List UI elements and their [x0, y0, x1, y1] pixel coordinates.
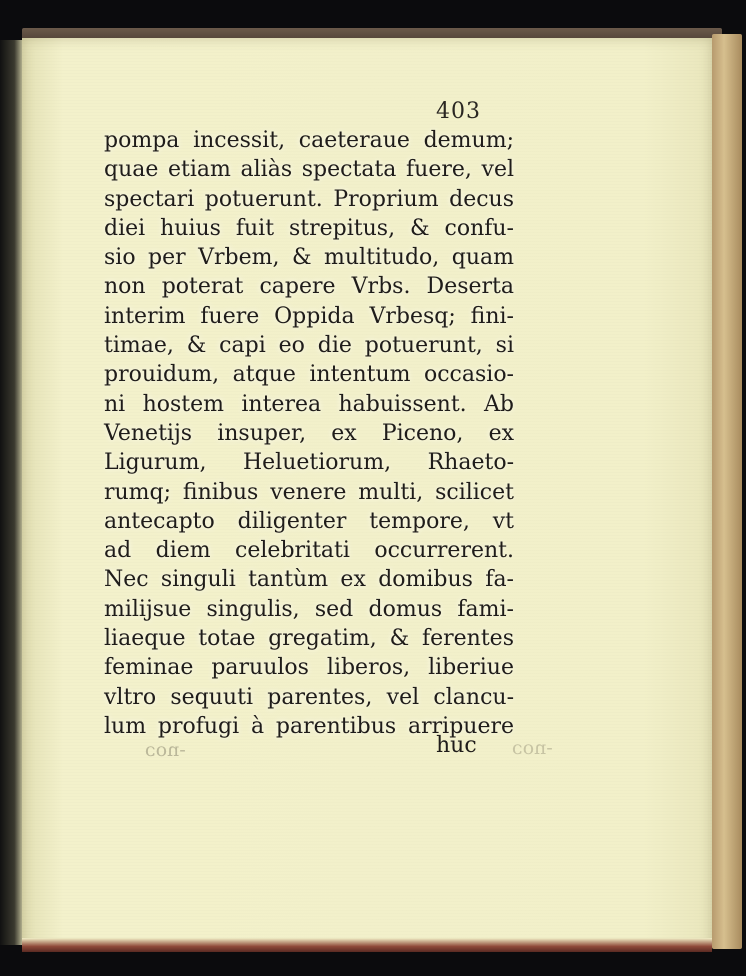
text-line-5: sio per Vrbem, & multitudo, quam — [104, 245, 514, 271]
text-line-20: vltro sequuti parentes, vel clancu- — [104, 684, 514, 710]
page-number: 403 — [436, 99, 481, 124]
text-line-8: timae, & capi eo die potuerunt, si — [104, 333, 514, 359]
catchword: huc — [436, 733, 477, 758]
body-text — [104, 126, 514, 741]
page-bottom-edge — [22, 938, 712, 952]
text-line-7: interim fuere Oppida Vrbesq; fini- — [104, 303, 514, 329]
text-line-17: milijsue singulis, sed domus fami- — [104, 596, 514, 622]
text-line-13: rumq; finibus venere multi, scilicet — [104, 479, 514, 505]
text-line-4: diei huius fuit strepitus, & confu- — [104, 215, 514, 241]
text-line-19: feminae paruulos liberos, liberiue — [104, 655, 514, 681]
text-line-15: ad diem celebritati occurrerent. — [104, 538, 514, 564]
text-line-9: prouidum, atque intentum occasio- — [104, 362, 514, 388]
text-line-18: liaeque totae gregatim, & ferentes — [104, 626, 514, 652]
gutter-shadow — [0, 40, 24, 945]
show-through-text-right: -noɔ — [512, 737, 553, 759]
text-line-11: Venetijs insuper, ex Piceno, ex — [104, 420, 514, 446]
book-cover-right-edge — [712, 34, 742, 949]
text-line-6: non poterat capere Vrbs. Deserta — [104, 274, 514, 300]
show-through-text-left: -noɔ — [145, 739, 186, 761]
text-line-10: ni hostem interea habuissent. Ab — [104, 391, 514, 417]
text-line-2: quae etiam aliàs spectata fuere, vel — [104, 157, 514, 183]
text-line-14: antecapto diligenter tempore, vt — [104, 508, 514, 534]
text-line-3: spectari potuerunt. Proprium decus — [104, 186, 514, 212]
text-line-12: Ligurum, Heluetiorum, Rhaeto- — [104, 450, 514, 476]
text-line-16: Nec singuli tantùm ex domibus fa- — [104, 567, 514, 593]
text-line-1: pompa incessit, caeteraue demum; — [104, 128, 514, 153]
text-line-21: lum profugi à parentibus arripuere — [104, 713, 514, 739]
